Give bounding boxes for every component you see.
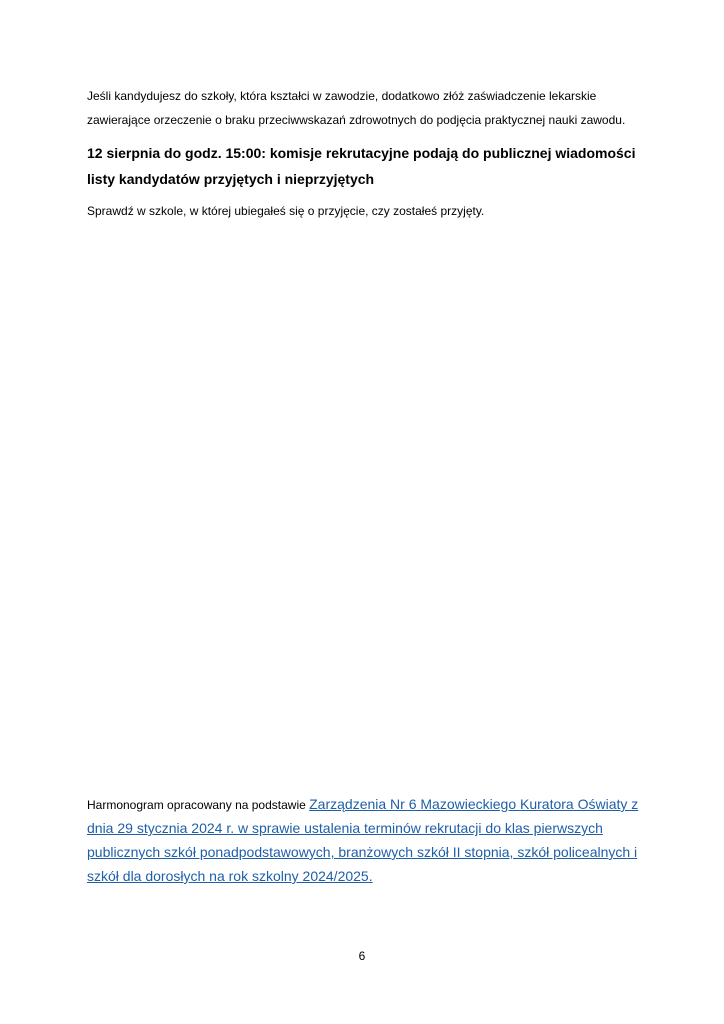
results-announcement-heading: 12 sierpnia do godz. 15:00: komisje rekrutacyjne podają do publicznej wiadomości listy kandydatów przyjętych i nieprzyjętych: [87, 145, 636, 187]
regulation-link[interactable]: Zarządzenia Nr 6 Mazowieckiego Kuratora Oświaty z dnia 29 stycznia 2024 r. w sprawie ustalenia terminów rekrutacji do klas pierwszych publicznych szkół ponadpodstawowych, branżowych szkół II stopnia, szkół policealnych i szkół dla dorosłych na rok szkolny 2024/2025.: [87, 796, 639, 884]
schedule-source-prefix: Harmonogram opracowany na podstawie: [87, 798, 310, 812]
page-number: 6: [358, 949, 366, 963]
schedule-source-note: [87, 793, 647, 889]
check-admission-paragraph: Sprawdź w szkole, w której ubiegałeś się o przyjęcie, czy zostałeś przyjęty.: [87, 204, 485, 218]
medical-certificate-paragraph: Jeśli kandydujesz do szkoły, która kształci w zawodzie, dodatkowo złóż zaświadczenie lekarskie zawierające orzeczenie o braku przeciwwskazań zdrowotnych do podjęcia praktycznej nauki zawodu.: [87, 89, 626, 127]
